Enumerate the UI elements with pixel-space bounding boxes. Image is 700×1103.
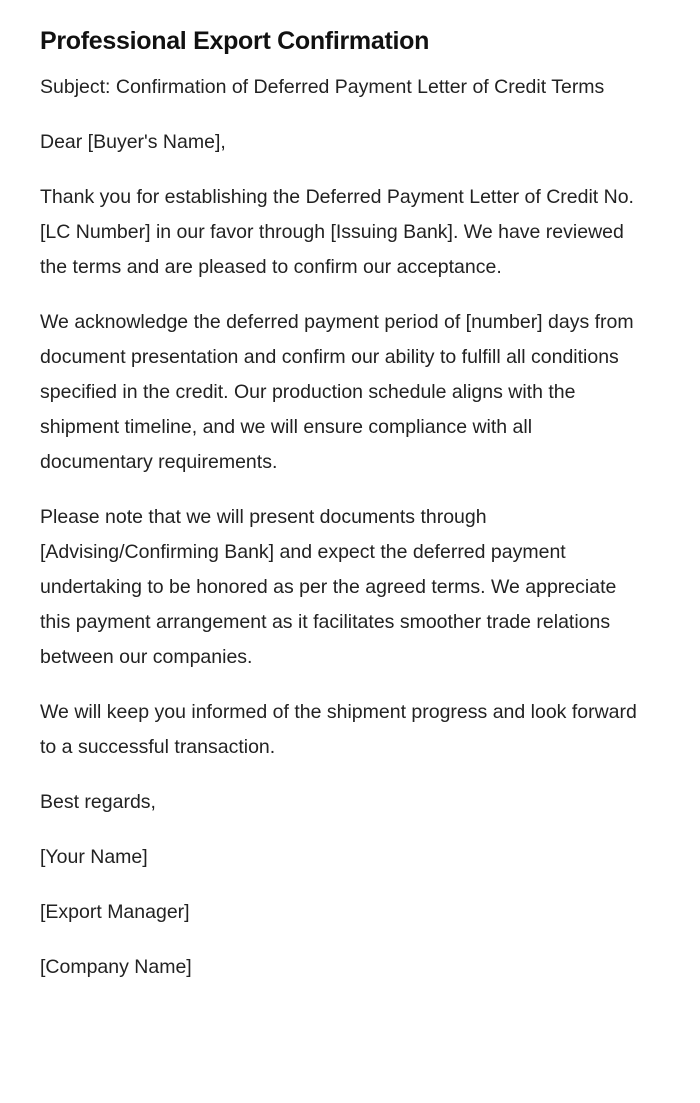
closing: Best regards,: [40, 791, 156, 813]
body-paragraph-2: We acknowledge the deferred payment period of [number] days from document presentation and confirm our ability to fulfill all conditions specified in the credit. Our production schedule aligns with the shipment timeline, and we will ensure compliance with all documentary requirements.: [40, 311, 634, 473]
signature-position: [Export Manager]: [40, 901, 190, 923]
signature-company: [Company Name]: [40, 956, 192, 978]
body-paragraph-4: We will keep you informed of the shipment progress and look forward to a successful transaction.: [40, 701, 637, 758]
signature-name: [Your Name]: [40, 846, 148, 868]
body-paragraph-3: Please note that we will present documents through [Advising/Confirming Bank] and expect the deferred payment undertaking to be honored as per the agreed terms. We appreciate this payment arrangement as it facilitates smoother trade relations between our companies.: [40, 506, 617, 668]
subject-line: Subject: Confirmation of Deferred Payment Letter of Credit Terms: [40, 76, 605, 98]
salutation: Dear [Buyer's Name],: [40, 131, 226, 153]
document-title: Professional Export Confirmation: [40, 27, 430, 55]
body-paragraph-1: Thank you for establishing the Deferred Payment Letter of Credit No. [LC Number] in our favor through [Issuing Bank]. We have reviewed the terms and are pleased to confirm our acceptance.: [40, 186, 634, 278]
